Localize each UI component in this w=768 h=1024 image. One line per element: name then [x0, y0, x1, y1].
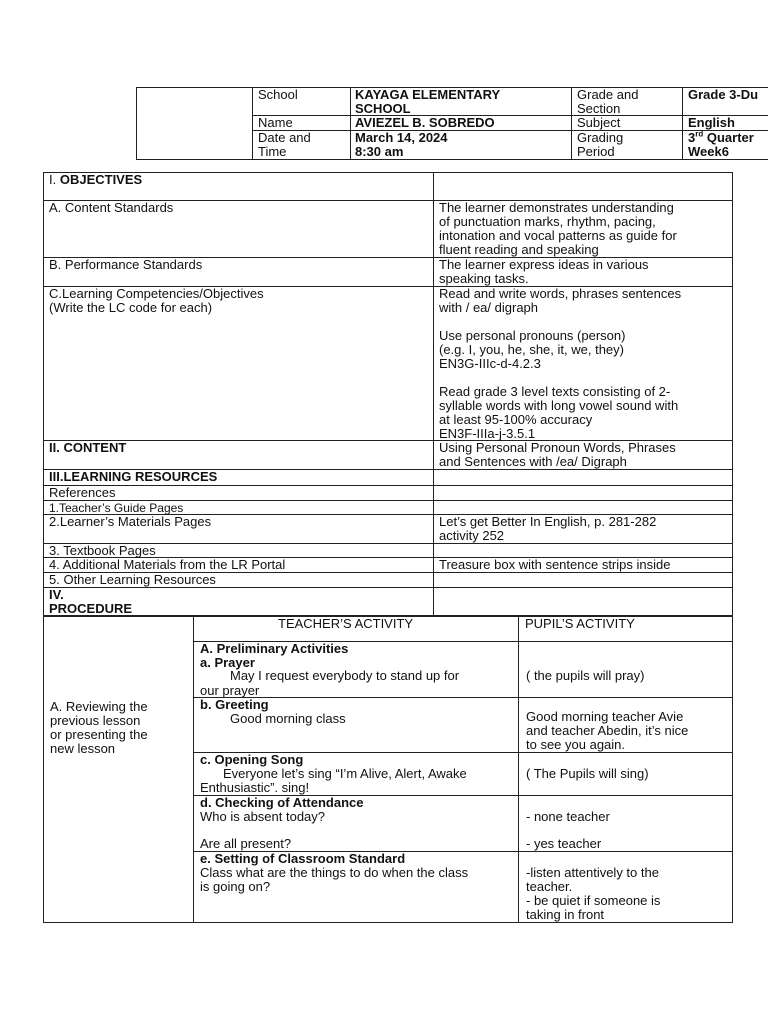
- grade-value: Grade 3-Du: [688, 87, 759, 102]
- quarter-value: 3rd Quarter: [688, 129, 754, 145]
- attendance-question-1: Who is absent today?: [200, 809, 326, 824]
- additional-materials-label: 4. Additional Materials from the LR Portal: [49, 557, 286, 572]
- competencies-value: Read and write words, phrases sentences with / ea/ digraph Use personal pronouns (person) (e.g. I, you, he, she, it, we, they) EN3G-IIIc-d-4.2.3 Read grade 3 level texts consisting of 2- syllable words with long vowel sound with at least 95-100% accuracy EN3F-IIIa-j-3.5.1: [439, 286, 682, 441]
- prayer-pupil: ( the pupils will pray): [526, 668, 645, 683]
- row-line: [43, 485, 733, 486]
- attendance-question-2: Are all present?: [200, 836, 292, 851]
- grade-label: Grade and Section: [577, 87, 639, 116]
- standard-text: Class what are the things to do when the class is going on?: [200, 865, 469, 894]
- greeting-title: b. Greeting: [200, 697, 269, 712]
- additional-materials-value: Treasure box with sentence strips inside: [439, 557, 671, 572]
- standard-title: e. Setting of Classroom Standard: [200, 851, 406, 866]
- greeting-pupil: Good morning teacher Avie and teacher Abedin, it’s nice to see you again.: [526, 709, 689, 752]
- performance-standards-label: B. Performance Standards: [49, 257, 203, 272]
- attendance-answer-1: - none teacher: [526, 809, 610, 824]
- greeting-text: Good morning class: [230, 711, 346, 726]
- week-value: Week6: [688, 144, 729, 159]
- procedure-label: IV. PROCEDURE: [49, 587, 133, 616]
- teacher-activity-header: TEACHER’S ACTIVITY: [278, 616, 414, 631]
- standard-pupil: -listen attentively to the teacher. - be quiet if someone is taking in front: [526, 865, 661, 922]
- objectives-heading: I. OBJECTIVES: [49, 172, 143, 187]
- subject-value: English: [688, 115, 735, 130]
- procedure-row-line: [193, 697, 733, 698]
- other-resources-label: 5. Other Learning Resources: [49, 572, 216, 587]
- pupil-activity-header: PUPIL’S ACTIVITY: [525, 616, 635, 631]
- content-label: II. CONTENT: [49, 440, 127, 455]
- school-value: KAYAGA ELEMENTARY SCHOOL: [355, 87, 501, 116]
- name-value: AVIEZEL B. SOBREDO: [355, 115, 495, 130]
- row-line: [43, 587, 733, 588]
- content-value: Using Personal Pronoun Words, Phrases and Sentences with /ea/ Digraph: [439, 440, 676, 469]
- plan-divider: [433, 172, 434, 616]
- preliminary-title: A. Preliminary Activities: [200, 641, 349, 656]
- school-label: School: [258, 87, 298, 102]
- attendance-title: d. Checking of Attendance: [200, 795, 364, 810]
- song-text-2: Enthusiastic”. sing!: [200, 780, 310, 795]
- learners-materials-label: 2.Learner’s Materials Pages: [49, 514, 212, 529]
- prayer-title: a. Prayer: [200, 655, 255, 670]
- header-divider: [682, 87, 683, 160]
- competencies-label: C.Learning Competencies/Objectives (Write the LC code for each): [49, 286, 264, 315]
- header-divider: [252, 87, 253, 160]
- prayer-text: May I request everybody to stand up for: [230, 668, 460, 683]
- header-divider: [571, 87, 572, 160]
- song-pupil: ( The Pupils will sing): [526, 766, 649, 781]
- song-title: c. Opening Song: [200, 752, 304, 767]
- period-label: Grading Period: [577, 130, 624, 159]
- resources-label: III.LEARNING RESOURCES: [49, 469, 218, 484]
- learners-materials-value: Let’s get Better In English, p. 281-282 activity 252: [439, 514, 657, 543]
- name-label: Name: [258, 115, 293, 130]
- teachers-guide-label: 1.Teacher’s Guide Pages: [49, 501, 184, 515]
- date-label: Date and Time: [258, 130, 311, 159]
- content-standards-label: A. Content Standards: [49, 200, 174, 215]
- subject-label: Subject: [577, 115, 621, 130]
- performance-standards-value: The learner express ideas in various speaking tasks.: [439, 257, 649, 286]
- content-standards-value: The learner demonstrates understanding of punctuation marks, rhythm, pacing, intonation and vocal patterns as guide for fluent reading and speaking: [439, 200, 677, 257]
- attendance-answer-2: - yes teacher: [526, 836, 602, 851]
- header-divider: [350, 87, 351, 160]
- prayer-text-2: our prayer: [200, 683, 260, 698]
- procedure-divider: [193, 616, 194, 923]
- date-value: March 14, 2024 8:30 am: [355, 130, 448, 159]
- references-label: References: [49, 485, 116, 500]
- textbook-label: 3. Textbook Pages: [49, 543, 156, 558]
- step-label: A. Reviewing the previous lesson or presenting the new lesson: [50, 699, 148, 756]
- song-text: Everyone let’s sing “I’m Alive, Alert, Awake: [223, 766, 467, 781]
- procedure-divider: [518, 616, 519, 923]
